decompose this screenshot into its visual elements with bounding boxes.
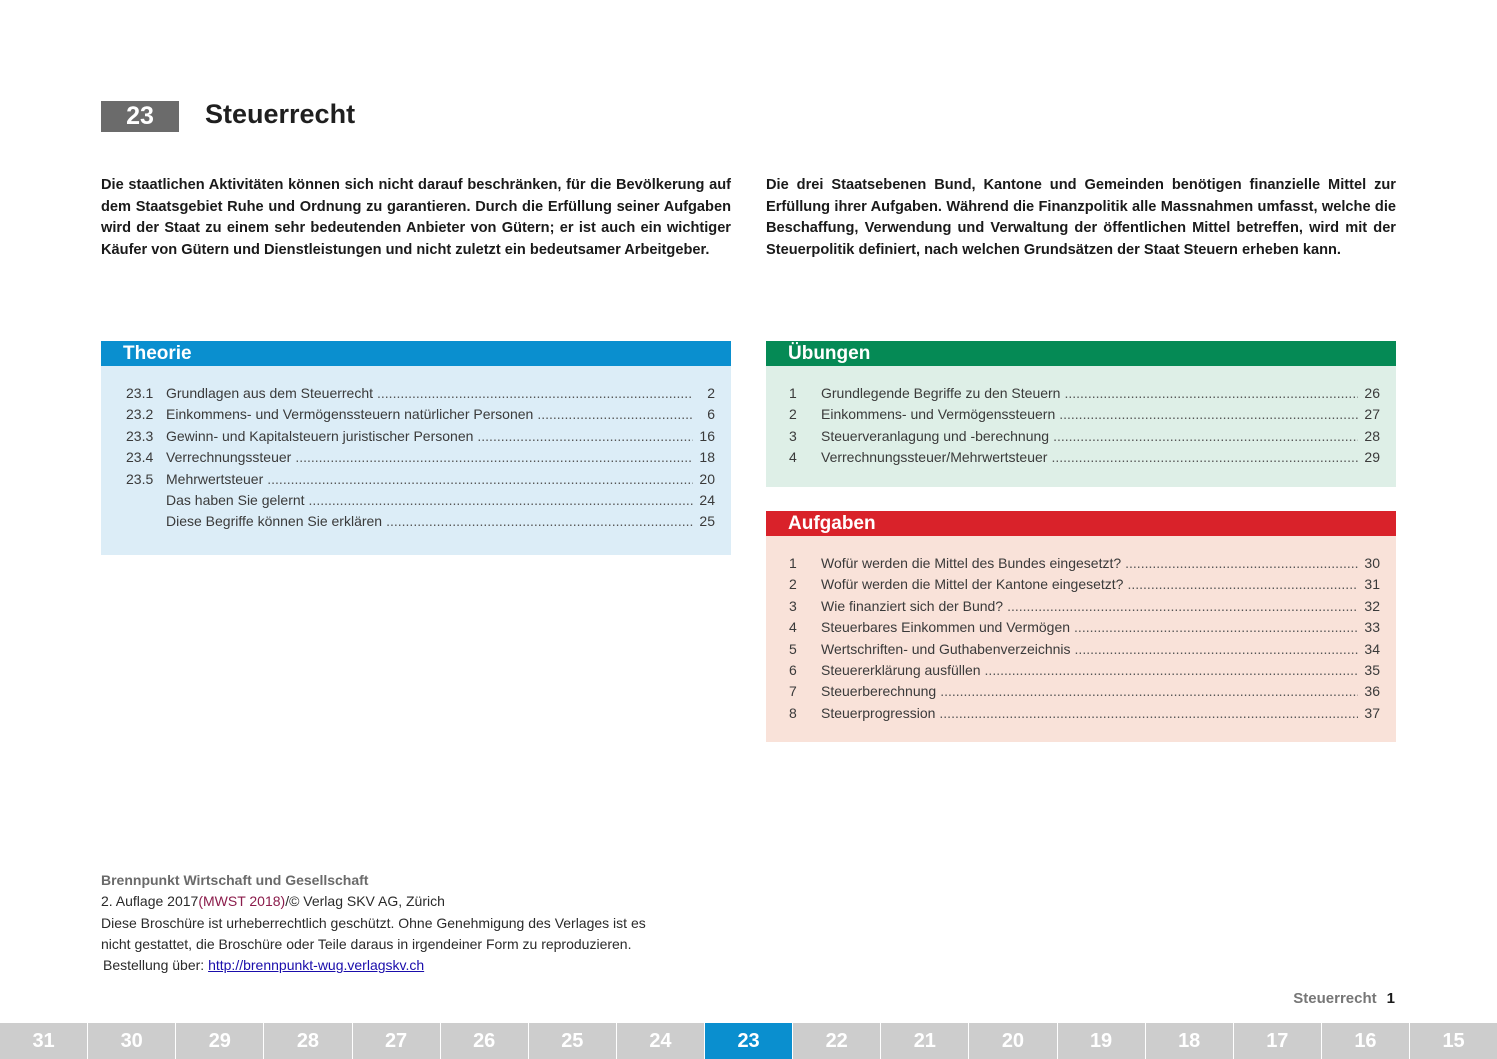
chapter-tab-18[interactable]: 18 bbox=[1146, 1023, 1234, 1059]
aufgaben-list bbox=[766, 536, 1396, 742]
toc-entry[interactable] bbox=[789, 705, 1380, 726]
toc-entry-number: 23.3 bbox=[126, 427, 154, 444]
toc-entry-number: 6 bbox=[789, 661, 797, 678]
toc-entry-number: 3 bbox=[789, 597, 797, 614]
edition-line bbox=[101, 891, 741, 912]
toc-entry-label: Diese Begriffe können Sie erklären bbox=[166, 513, 383, 530]
toc-entry[interactable] bbox=[789, 576, 1380, 597]
toc-entry-number: 1 bbox=[789, 555, 797, 571]
toc-entry-number: 23.1 bbox=[126, 385, 154, 401]
toc-entry[interactable] bbox=[789, 641, 1380, 662]
chapter-tab-28[interactable]: 28 bbox=[264, 1023, 352, 1059]
chapter-tab-26[interactable]: 26 bbox=[441, 1023, 529, 1059]
toc-entry[interactable] bbox=[126, 385, 715, 406]
chapter-tab-16[interactable]: 16 bbox=[1322, 1023, 1410, 1059]
toc-entry-number: 5 bbox=[789, 640, 797, 657]
aufgaben-box bbox=[766, 511, 1396, 742]
toc-entry-page: 18 bbox=[699, 449, 715, 466]
toc-dot-leader bbox=[309, 492, 693, 508]
chapter-tab-22[interactable]: 22 bbox=[793, 1023, 881, 1059]
toc-dot-leader bbox=[537, 406, 693, 422]
toc-entry[interactable] bbox=[789, 449, 1380, 470]
toc-entry-number: 4 bbox=[789, 619, 797, 636]
chapter-tab-19[interactable]: 19 bbox=[1058, 1023, 1146, 1059]
toc-entry-page: 27 bbox=[1364, 406, 1380, 423]
book-title: Brennpunkt Wirtschaft und Gesellschaft bbox=[101, 872, 369, 888]
toc-dot-leader bbox=[1127, 576, 1358, 592]
toc-entry-number: 23.4 bbox=[126, 449, 154, 466]
toc-entry-label: Gewinn- und Kapitalsteuern juristischer Personen bbox=[166, 427, 474, 444]
toc-entry-page: 37 bbox=[1364, 704, 1380, 721]
toc-entry-page: 34 bbox=[1364, 640, 1380, 657]
order-link[interactable]: http://brennpunkt-wug.verlagskv.ch bbox=[208, 957, 425, 974]
copyright-line-2: nicht gestattet, die Broschüre oder Teile daraus in irgendeiner Form zu reproduzieren. bbox=[101, 935, 632, 952]
toc-dot-leader bbox=[295, 449, 693, 465]
chapter-title: Steuerrecht bbox=[205, 99, 356, 129]
toc-entry-page: 35 bbox=[1364, 661, 1380, 678]
toc-entry[interactable] bbox=[789, 619, 1380, 640]
copyright-line-1: Diese Broschüre ist urheberrechtlich geschützt. Ohne Genehmigung des Verlages ist es bbox=[101, 914, 646, 931]
toc-entry[interactable] bbox=[789, 406, 1380, 427]
toc-entry-number: 8 bbox=[789, 704, 797, 721]
toc-dot-leader bbox=[940, 683, 1358, 699]
chapter-number-badge: 23 bbox=[101, 101, 179, 132]
uebungen-header: Übungen bbox=[766, 341, 1396, 366]
edition: 2. Auflage 2017 bbox=[101, 893, 199, 910]
toc-entry-page: 29 bbox=[1364, 449, 1380, 466]
toc-entry-label: Verrechnungssteuer/Mehrwertsteuer bbox=[821, 449, 1048, 466]
page-number: 1 bbox=[1386, 990, 1395, 1007]
toc-entry-number: 7 bbox=[789, 683, 797, 700]
chapter-tab-30[interactable]: 30 bbox=[88, 1023, 176, 1059]
toc-entry-page: 2 bbox=[707, 385, 715, 401]
toc-entry-page: 16 bbox=[699, 427, 715, 444]
toc-entry-page: 25 bbox=[699, 513, 715, 530]
toc-entry-label: Steuerbares Einkommen und Vermögen bbox=[821, 619, 1071, 636]
toc-entry[interactable] bbox=[126, 492, 715, 513]
toc-entry[interactable] bbox=[126, 471, 715, 492]
toc-entry[interactable] bbox=[126, 449, 715, 470]
toc-entry-number: 2 bbox=[789, 576, 797, 593]
toc-entry-number: 23.2 bbox=[126, 406, 154, 423]
toc-entry-label: Steuerprogression bbox=[821, 704, 936, 721]
toc-entry-page: 20 bbox=[699, 470, 715, 487]
toc-entry[interactable] bbox=[126, 406, 715, 427]
chapter-tab-21[interactable]: 21 bbox=[881, 1023, 969, 1059]
footer-section: Steuerrecht bbox=[1293, 990, 1377, 1007]
toc-dot-leader bbox=[386, 513, 693, 529]
toc-entry[interactable] bbox=[789, 662, 1380, 683]
toc-dot-leader bbox=[1007, 598, 1358, 614]
chapter-tab-17[interactable]: 17 bbox=[1234, 1023, 1322, 1059]
toc-entry-label: Steuerberechnung bbox=[821, 683, 937, 700]
toc-entry-label: Wofür werden die Mittel des Bundes eingesetzt? bbox=[821, 555, 1122, 571]
theorie-list bbox=[101, 366, 731, 555]
toc-entry-number: 1 bbox=[789, 385, 797, 401]
uebungen-box bbox=[766, 341, 1396, 487]
intro-text-right: Die drei Staatsebenen Bund, Kantone und Gemeinden benötigen finanzielle Mittel zur Erfüllung ihrer Aufgaben. Während die Finanzpolitik alle Massnahmen umfasst, welche die Beschaffung, Verwendung und Verwaltung der öffentlichen Mittel betreffen, wird mit der Steuerpolitik definiert, nach welchen Grundsätzen der Staat Steuern erheben kann. bbox=[766, 177, 1396, 258]
toc-dot-leader bbox=[1075, 641, 1358, 657]
toc-dot-leader bbox=[1125, 555, 1358, 571]
toc-entry-number: 3 bbox=[789, 427, 797, 444]
toc-dot-leader bbox=[1051, 449, 1358, 465]
toc-dot-leader bbox=[985, 662, 1358, 678]
toc-entry-label: Wertschriften- und Guthabenverzeichnis bbox=[821, 640, 1071, 657]
toc-dot-leader bbox=[939, 705, 1358, 721]
toc-entry-page: 31 bbox=[1364, 576, 1380, 593]
order-line bbox=[101, 955, 741, 976]
toc-entry[interactable] bbox=[789, 385, 1380, 406]
toc-entry-number: 23.5 bbox=[126, 470, 154, 487]
aufgaben-header: Aufgaben bbox=[766, 511, 1396, 536]
toc-entry-label: Verrechnungssteuer bbox=[166, 449, 292, 466]
imprint bbox=[101, 870, 741, 976]
chapter-tab-24[interactable]: 24 bbox=[617, 1023, 705, 1059]
chapter-tab-25[interactable]: 25 bbox=[529, 1023, 617, 1059]
intro-text-left: Die staatlichen Aktivitäten können sich nicht darauf beschränken, für die Bevölkerung auf dem Staatsgebiet Ruhe und Ordnung zu garantieren. Durch die Erfüllung seiner Aufgaben wird der Staat zu einem sehr bedeutenden Anbieter von Gütern; er ist auch ein wichtiger Käufer von Gütern und Dienstleistungen und nicht zuletzt ein bedeutsamer Arbeitgeber. bbox=[101, 177, 731, 258]
toc-entry-page: 26 bbox=[1364, 385, 1380, 401]
chapter-tab-bar bbox=[0, 1023, 1497, 1059]
toc-dot-leader bbox=[377, 385, 693, 401]
toc-entry-page: 36 bbox=[1364, 683, 1380, 700]
page-footer bbox=[1293, 990, 1395, 1007]
chapter-tab-23[interactable]: 23 bbox=[705, 1023, 793, 1059]
toc-entry-page: 32 bbox=[1364, 597, 1380, 614]
toc-entry[interactable] bbox=[789, 555, 1380, 576]
mwst-note: (MWST 2018) bbox=[198, 893, 286, 910]
toc-dot-leader bbox=[1053, 428, 1358, 444]
toc-entry[interactable] bbox=[789, 428, 1380, 449]
toc-entry-label: Steuererklärung ausfüllen bbox=[821, 661, 981, 678]
toc-entry-label: Steuerveranlagung und -berechnung bbox=[821, 427, 1050, 444]
toc-entry-number: 2 bbox=[789, 406, 797, 423]
toc-entry-label: Wie finanziert sich der Bund? bbox=[821, 597, 1004, 614]
toc-entry-label: Das haben Sie gelernt bbox=[166, 491, 305, 508]
toc-entry-page: 28 bbox=[1364, 427, 1380, 444]
toc-dot-leader bbox=[1059, 406, 1358, 422]
toc-entry-label: Grundlegende Begriffe zu den Steuern bbox=[821, 385, 1061, 401]
theorie-header: Theorie bbox=[101, 341, 731, 366]
toc-entry-page: 6 bbox=[707, 406, 715, 423]
toc-entry-page: 30 bbox=[1364, 555, 1380, 571]
uebungen-list bbox=[766, 366, 1396, 487]
toc-entry-page: 24 bbox=[699, 491, 715, 508]
toc-dot-leader bbox=[267, 471, 693, 487]
toc-entry[interactable] bbox=[789, 683, 1380, 704]
theorie-box bbox=[101, 341, 731, 555]
toc-entry[interactable] bbox=[126, 513, 715, 534]
toc-dot-leader bbox=[1074, 619, 1358, 635]
toc-entry-label: Mehrwertsteuer bbox=[166, 470, 264, 487]
chapter-tab-27[interactable]: 27 bbox=[353, 1023, 441, 1059]
chapter-tab-15[interactable]: 15 bbox=[1410, 1023, 1497, 1059]
toc-entry-label: Wofür werden die Mittel der Kantone eingesetzt? bbox=[821, 576, 1124, 593]
toc-entry-page: 33 bbox=[1364, 619, 1380, 636]
toc-dot-leader bbox=[1064, 385, 1358, 401]
chapter-tab-29[interactable]: 29 bbox=[176, 1023, 264, 1059]
toc-entry-number: 4 bbox=[789, 449, 797, 466]
toc-entry-label: Grundlagen aus dem Steuerrecht bbox=[166, 385, 374, 401]
toc-entry-label: Einkommens- und Vermögenssteuern bbox=[821, 406, 1056, 423]
chapter-tab-31[interactable]: 31 bbox=[0, 1023, 88, 1059]
toc-entry[interactable] bbox=[789, 598, 1380, 619]
toc-dot-leader bbox=[477, 428, 693, 444]
publisher: /© Verlag SKV AG, Zürich bbox=[285, 893, 445, 910]
chapter-tab-20[interactable]: 20 bbox=[969, 1023, 1057, 1059]
toc-entry[interactable] bbox=[126, 428, 715, 449]
order-label: Bestellung über: bbox=[103, 957, 209, 974]
toc-entry-label: Einkommens- und Vermögenssteuern natürlicher Personen bbox=[166, 406, 534, 423]
